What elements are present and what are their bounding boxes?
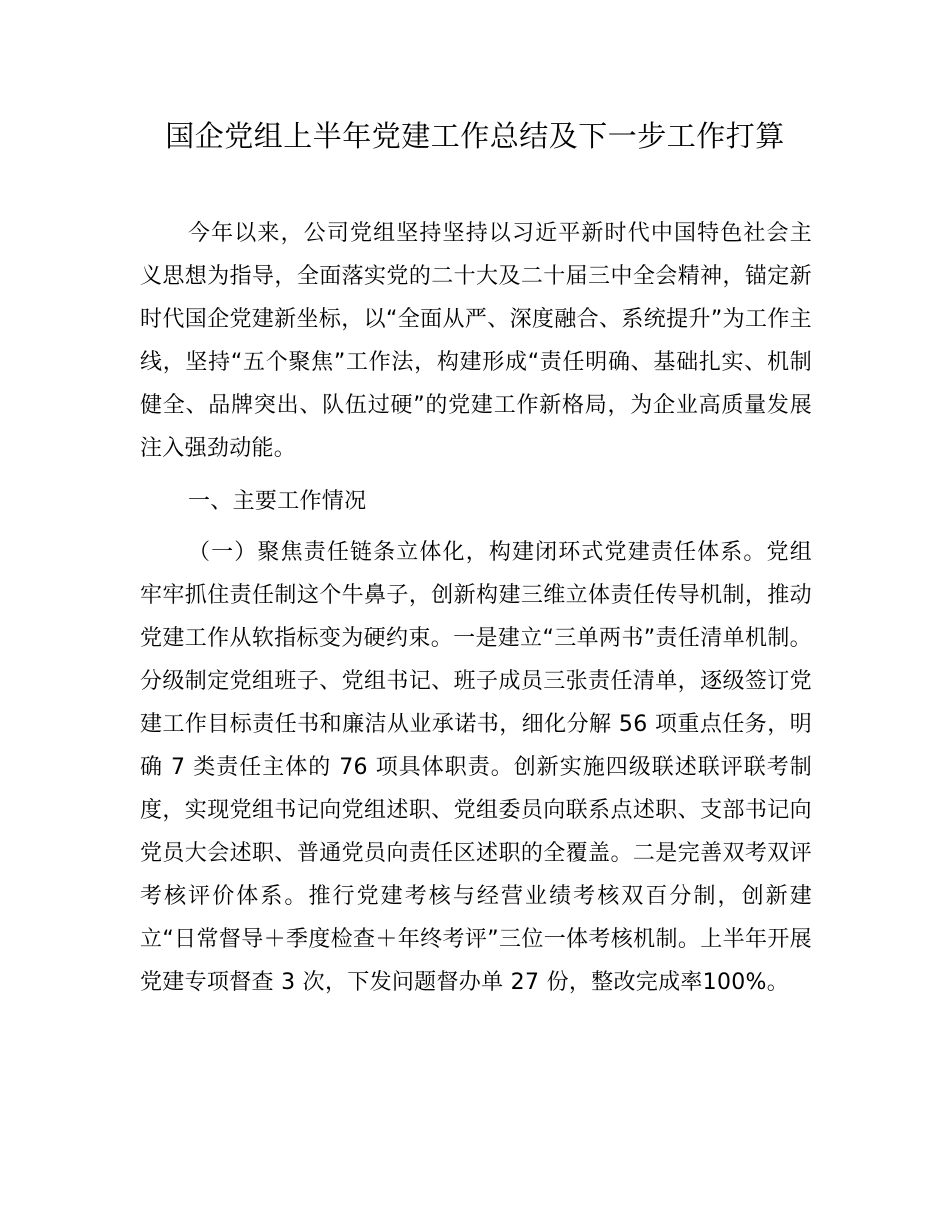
subsection-paragraph-responsibility: （一）聚焦责任链条立体化，构建闭环式党建责任体系。党组牢牢抓住责任制这个牛鼻子，创新构建三维立体责任传导机制，推动党建工作从软指标变为硬约束。一是建立“三单两书”责任清单机制。分级制定党组班子、党组书记、班子成员三张责任清单，逐级签订党建工作目标责任书和廉洁从业承诺书，细化分解 56 项重点任务，明确 7 类责任主体的 76 项具体职责。创新实施四级联述联评联考制度，实现党组书记向党组述职、党组委员向联系点述职、支部书记向党员大会述职、普通党员向责任区述职的全覆盖。二是完善双考双评考核评价体系。推行党建考核与经营业绩考核双百分制，创新建立“日常督导＋季度检查＋年终考评”三位一体考核机制。上半年开展党建专项督查 3 次，下发问题督办单 27 份，整改完成率100%。 — [140, 540, 812, 995]
section-heading-main-work: 一、主要工作情况 — [188, 489, 367, 514]
document-title: 国企党组上半年党建工作总结及下一步工作打算 — [165, 119, 785, 153]
document-body — [140, 212, 812, 1004]
intro-paragraph: 今年以来，公司党组坚持坚持以习近平新时代中国特色社会主义思想为指导，全面落实党的二十大及二十届三中全会精神，锚定新时代国企党建新坐标，以“全面从严、深度融合、系统提升”为工作主线，坚持“五个聚焦”工作法，构建形成“责任明确、基础扎实、机制健全、品牌突出、队伍过硬”的党建工作新格局，为企业高质量发展注入强劲动能。 — [140, 221, 812, 461]
